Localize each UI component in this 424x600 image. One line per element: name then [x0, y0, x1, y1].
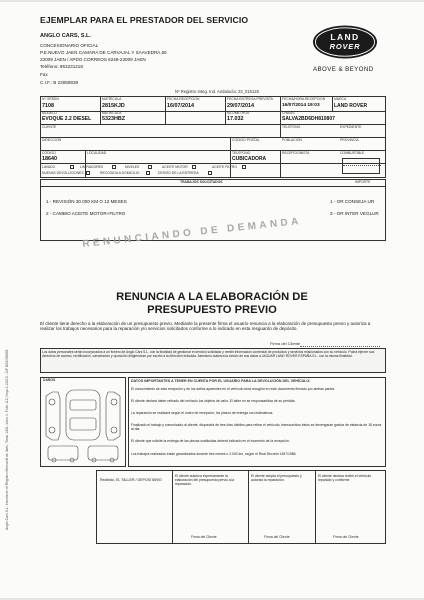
value-reception-date: 16/07/2014: [167, 103, 194, 109]
condition-item: Finalizado el trabajo y comunicado al cliente, dispondrá de tres días hábiles para retirar el vehículo; transcurridos éstos se devengarán gastos de estancia de 18 euros al día.: [131, 423, 382, 432]
signature-box-text: El cliente acepta el presupuesto y autoriza la reparación.: [251, 474, 302, 483]
checkbox-recogida[interactable]: [146, 171, 150, 175]
address-line: C.I.F.: B 23058939: [40, 80, 79, 85]
condition-item: Los trabajos realizados están garantizados durante tres meses o 2.000 km, según el Real Decreto 1457/1986.: [131, 452, 297, 456]
side-legal-text: Anglo Cars S.L. Inscrita en el Registro Mercantil de Jaén, Tomo 1431, Libro 0, Folio 112, Hoja J-13215 - CIF B23058939: [5, 349, 9, 530]
renuncia-title: RENUNCIA A LA ELABORACIÓN DE: [116, 291, 308, 303]
label-chassis: CHASIS: [282, 111, 295, 115]
signature-box-text: Recibido, EL TALLER / DEPOSITARIO: [100, 478, 162, 482]
condition-item: El conocimiento de esta recepción y de los daños aparentes en el vehículo será recogido en este documento firmado por ambas partes.: [131, 387, 336, 391]
label-phone: TELÉFONO: [282, 125, 301, 129]
label-client: CLIENTE: [42, 125, 57, 129]
fuel-gauge: [342, 158, 380, 174]
work-header: TRABAJOS SOLICITADOS: [180, 180, 223, 184]
condition-item: El cliente declara haber retirado del vehículo los objetos de valor. El taller no se responsabiliza de su pérdida.: [131, 399, 296, 403]
signature-line: [300, 346, 380, 347]
label-town: POBLACIÓN: [282, 138, 302, 142]
work-amount-header: IMPORTE: [355, 180, 371, 184]
label-reception-time: FECHA/HORA RECEPCIÓN: [282, 97, 326, 101]
renuncia-title-2: PRESUPUESTO PREVIO: [147, 304, 277, 316]
work-item: 1 - REVISIÓN 30.000 KM O 12 MESES: [46, 199, 127, 204]
slogan: ABOVE & BEYOND: [313, 66, 374, 73]
label-file: EXPEDIENTE: [340, 125, 362, 129]
renuncia-intro: El cliente tiene derecho a la elaboración de un presupuesto previo. Mediante la presente firma el usuario renuncia a la elaboración de presupuesto previo y autoriza a realizar los trabajos necesarios para la reparación y/o servicios solicitados conforme a lo indicado en esta resguardo de depósito.: [40, 321, 371, 332]
value-chassis: SALVA2BD6DH810807: [282, 116, 335, 122]
work-item: 2 - CAMBIO ACEITE MOTOR+FILTRO: [46, 211, 126, 216]
checkbox-label: ACEITE FILTRO: [212, 165, 237, 169]
label-locality: LOCALIDAD: [87, 151, 107, 155]
label-phone-2: TELÉFONO: [232, 151, 251, 155]
firma-cliente-label: Firma del Cliente: [270, 341, 301, 346]
logo-text-top: LAND: [330, 32, 360, 42]
checkbox-label: NIVELES: [125, 165, 140, 169]
value-code: 18640: [42, 156, 57, 162]
checkbox-niveles[interactable]: [148, 165, 152, 169]
label-postal: CÓDIGO POSTAL: [232, 138, 260, 142]
label-km: KILÓMETROS: [227, 111, 250, 115]
address-line: CONCESIONARIO OFICIAL: [40, 43, 99, 48]
label-receptionist: RECEPCIONISTA: [282, 151, 310, 155]
checkbox-aceite-motor[interactable]: [192, 165, 196, 169]
condition-item: La reparación se realizará según el orden de recepción; los plazos de entrega son estimativos.: [131, 411, 274, 415]
work-item-right: 1 - OR CONSEJA UR: [330, 199, 375, 204]
document-title: EJEMPLAR PARA EL PRESTADOR DEL SERVICIO: [40, 15, 249, 25]
address-line: Fax: [40, 72, 48, 77]
checkbox-devoluciones[interactable]: [86, 171, 90, 175]
value-plate: 2815KJD: [102, 103, 125, 109]
signature-box-text: El cliente declara recibir el vehículo reparado y conforme.: [318, 474, 372, 483]
label-province: PROVINCIA: [340, 138, 359, 142]
signature-label: Firma del Cliente: [264, 535, 290, 539]
work-item-right: 3 - OR INTER VEGLUR: [330, 211, 379, 216]
renunciando-stamp: RENUNCIANDO DE DEMANDA: [81, 215, 303, 250]
label-model: MODELO: [42, 111, 57, 115]
value-order: 7108: [42, 103, 54, 109]
value-reception-time: 16/07/2014 19:03: [282, 103, 320, 108]
value-delivery-date: 29/07/2014: [227, 103, 254, 109]
fuel-label: COMBUSTIBLE: [340, 151, 365, 155]
signature-box-text: El cliente autoriza expresamente la elaboración del presupuesto previo a la reparación.: [175, 474, 235, 487]
address-line: P.E.NUEVO JAEN CAMARA DE CARVAJAL Y SAAVEDRA,56: [40, 50, 167, 55]
signature-label: Firma del Cliente: [333, 535, 359, 539]
signature-label: Firma del Cliente: [191, 535, 217, 539]
car-diagram: [42, 386, 124, 466]
company-name: ANGLO CARS, S.L.: [40, 33, 91, 39]
checkbox-label: ACEITE MOTOR: [162, 165, 188, 169]
label-brand: MARCA: [334, 97, 347, 101]
label-code: CÓDIGO: [42, 151, 56, 155]
address-line: Teléfono: 953231218: [40, 64, 83, 69]
checkbox-desvio[interactable]: [208, 171, 212, 175]
scan-edge: [0, 0, 424, 2]
checkbox-label: DESVÍO DE LA ENTREGA: [158, 171, 199, 175]
conditions-header: DATOS IMPORTANTES A TENER EN CUENTA POR EL USUARIO PARA LA DEVOLUCIÓN DEL VEHÍCULO:: [131, 379, 311, 383]
checkbox-lavado[interactable]: [70, 165, 74, 169]
logo-text-bottom: ROVER: [329, 42, 361, 51]
checkbox-aceite-filtro[interactable]: [242, 165, 246, 169]
label-plate: MATRÍCULA: [102, 97, 122, 101]
checkbox-label: LAVADO: [42, 165, 56, 169]
label-plate-2: MATRÍCULA: [102, 111, 122, 115]
value-brand: LAND ROVER: [334, 103, 368, 109]
condition-item: El cliente que solicite la entrega de las piezas sustituidas deberá indicarlo en el momento de la recepción.: [131, 439, 290, 443]
label-reception-date: FECHA RECEPCIÓN: [167, 97, 200, 101]
value-model: EVOQUE 2.2 DIESEL: [42, 116, 92, 122]
checkbox-label: NUEVAS DEVOLUCIONES: [42, 171, 84, 175]
legal-text: Los datos personales serán incorporados a un fichero de Anglo Cars S.L. con la finalidad de gestionar el servicio solicitado y remitir información comercial de productos y servicios relacionados con su vehículo. Podrá ejercer sus derechos de acceso, rectificación, cancelación y oposición dirigiéndose por escrito a la dirección indicada. Asimismo autoriza la cesión de sus datos a JAGUAR LAND ROVER ESPAÑA S.L. con la misma finalidad.: [42, 350, 375, 359]
value-plate-2: 5323HBZ: [102, 116, 126, 122]
label-address: DIRECCIÓN: [42, 138, 62, 142]
value-locality: CUBICADORA: [232, 156, 267, 162]
label-delivery-date: FECHA ENTREGA PREVISTA: [227, 97, 273, 101]
label-order: Nº ORDEN: [42, 97, 59, 101]
damage-label: DAÑOS: [43, 378, 56, 382]
registry-number: Nº Registro Integ. Ind. Andalucía: 23_016126: [175, 89, 259, 94]
value-km: 17.032: [227, 116, 244, 122]
address-line: 23009 JAEN / APDO CORREOS 6248-23009 JAEN: [40, 57, 146, 62]
land-rover-logo: [312, 24, 378, 60]
checkbox-label: RECOGIDA A DOMICILIO: [100, 171, 140, 175]
checkbox-limpiadores[interactable]: [112, 165, 116, 169]
checkbox-label: LIMPIADORES: [80, 165, 104, 169]
